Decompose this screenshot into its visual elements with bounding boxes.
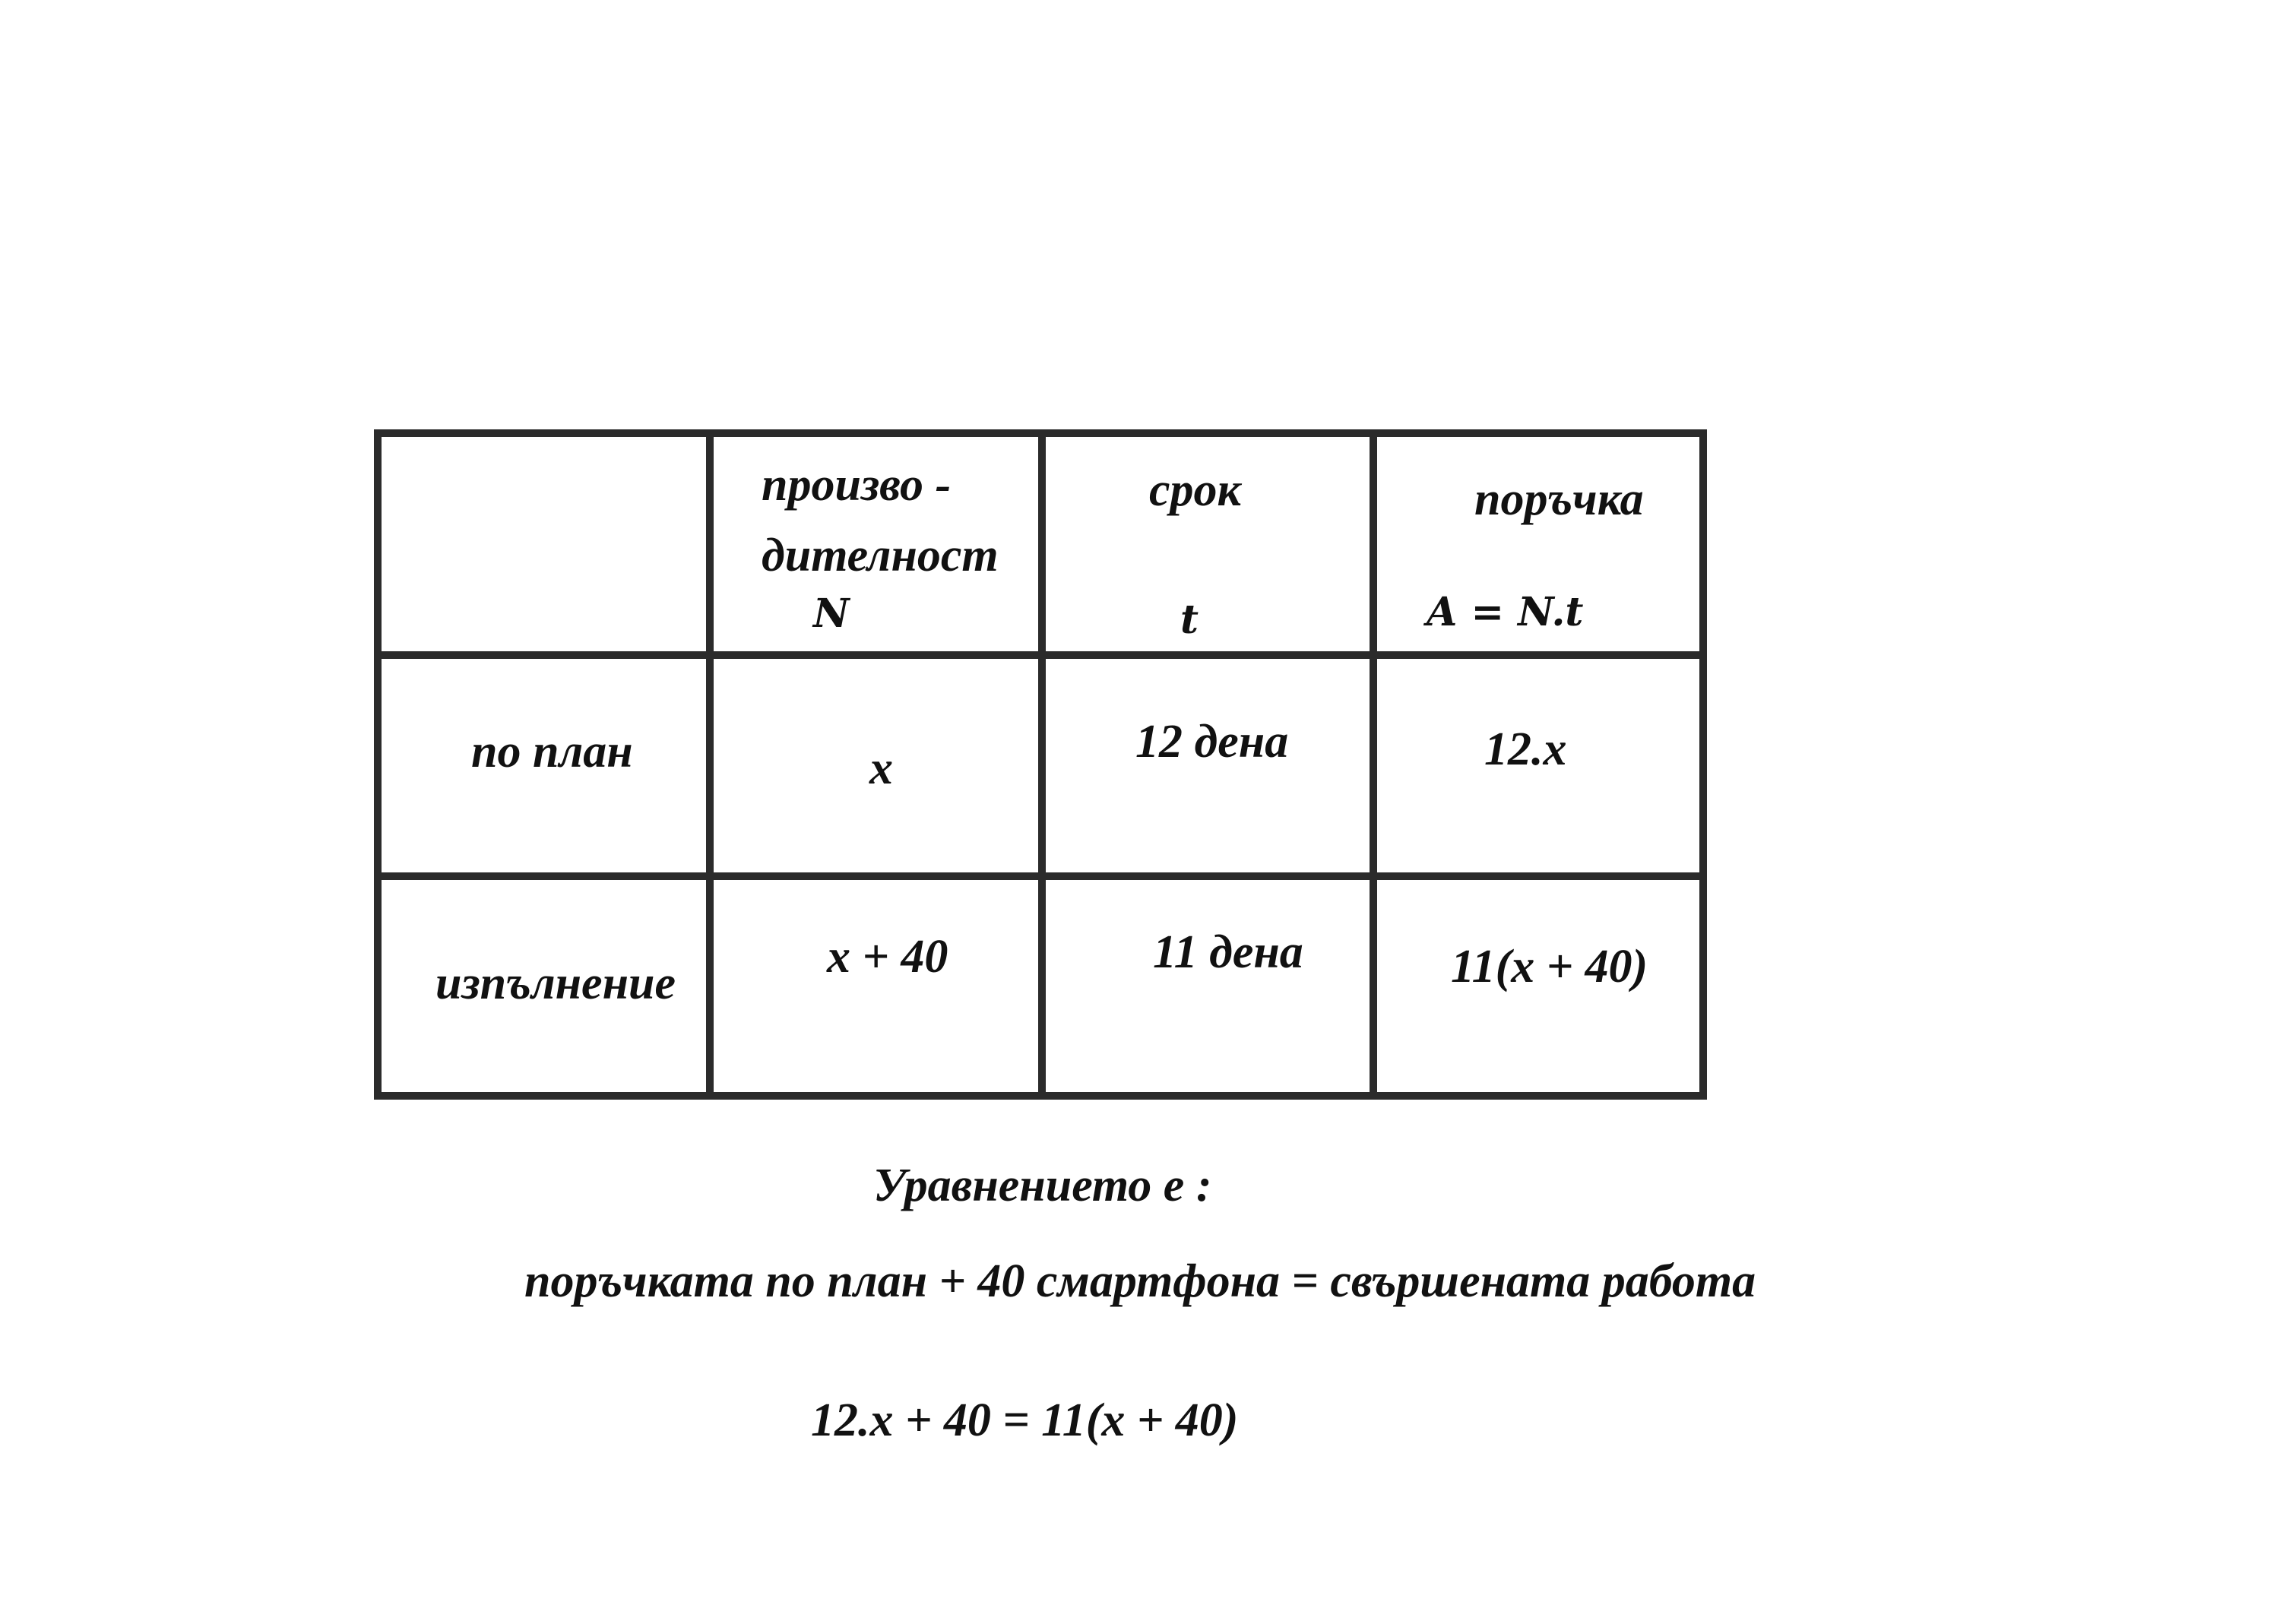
header-order-formula: A = N.t — [1427, 589, 1584, 635]
header-productivity-line1: произво - — [762, 459, 952, 511]
row-label-plan: по план — [471, 726, 633, 777]
header-productivity-line2: дителност — [762, 530, 999, 581]
equation-title: Уравнението е : — [873, 1160, 1212, 1211]
cell-execution-order: 11(x + 40) — [1451, 941, 1648, 992]
cell-execution-productivity: x + 40 — [827, 931, 948, 983]
cell-plan-term: 12 дена — [1135, 716, 1289, 768]
header-term: срок — [1149, 464, 1241, 516]
equation-formula: 12.x + 40 = 11(x + 40) — [811, 1394, 1239, 1446]
equation-words: поръчката по план + 40 смартфона = свършената работа — [524, 1255, 1756, 1307]
cell-plan-productivity: x — [869, 742, 893, 794]
table-line-col-1 — [706, 429, 714, 1100]
row-label-execution: изпълнение — [435, 958, 676, 1009]
header-term-symbol: t — [1180, 597, 1199, 643]
table-line-left — [374, 429, 382, 1100]
cell-plan-order: 12.x — [1484, 723, 1567, 775]
header-productivity-symbol: N — [813, 590, 850, 637]
header-order: поръчка — [1474, 473, 1644, 525]
table-line-col-2 — [1038, 429, 1046, 1100]
cell-execution-term: 11 дена — [1153, 926, 1303, 978]
table-line-col-3 — [1370, 429, 1377, 1100]
table-line-right — [1699, 429, 1707, 1100]
